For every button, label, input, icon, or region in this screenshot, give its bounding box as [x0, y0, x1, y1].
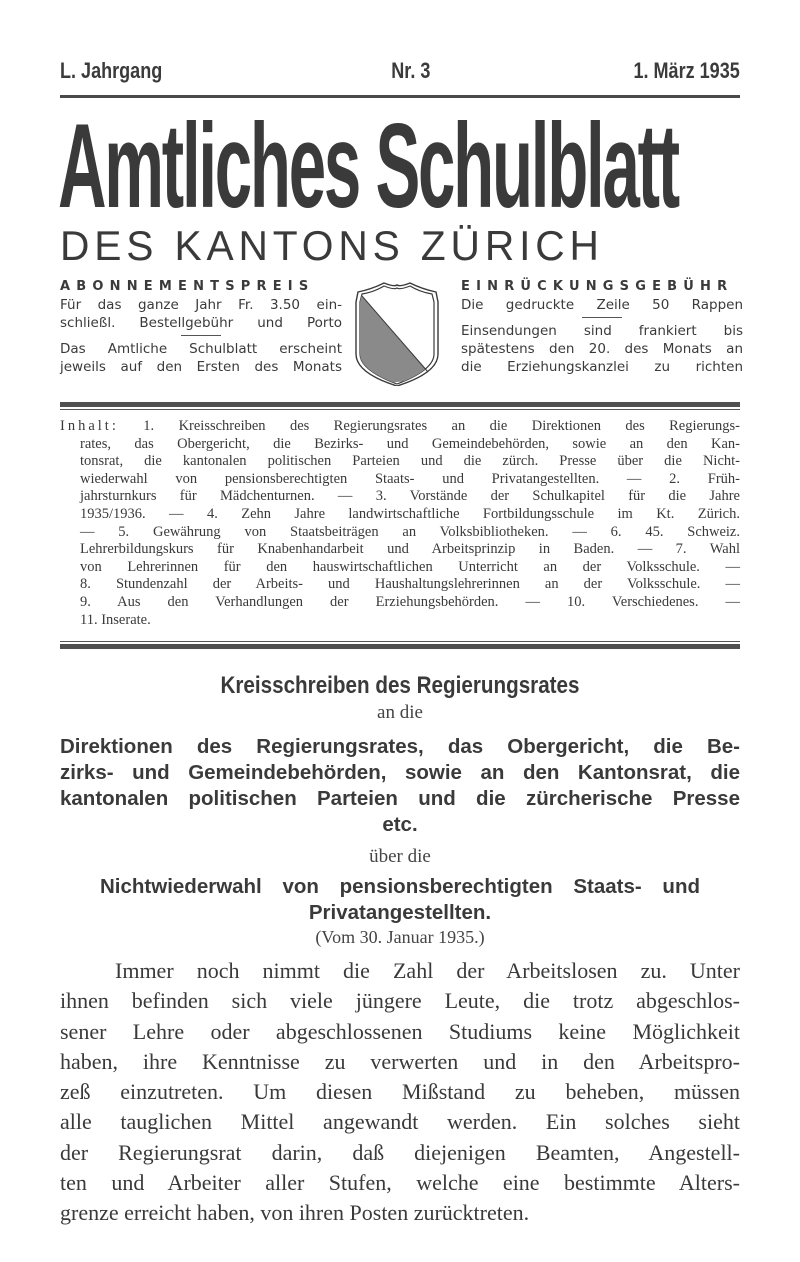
recipients-line: zirks- und Gemeindebehörden, sowie an den Kantonsrat, die [60, 761, 740, 784]
insertion-heading: EINRÜCKUNGSGEBÜHR [461, 279, 734, 294]
recipients-line: kantonalen politischen Parteien und die zürcherische Presse [60, 787, 740, 810]
recipients-line: etc. [382, 813, 418, 836]
article-body [60, 956, 740, 1229]
contents-label: Inhalt: [60, 418, 119, 434]
contents-line: von Lehrerinnen für den hauswirtschaftlichen Unterricht an der Volksschule. — [80, 558, 740, 575]
article-subject [100, 874, 700, 926]
divider [582, 317, 622, 318]
table-of-contents [60, 418, 740, 629]
contents-line: 9. Aus den Verhandlungen der Erziehungsbehörden. — 10. Verschiedenes. — [80, 593, 740, 610]
contents-line: rates, das Obergericht, die Bezirks- und Gemeindebehörden, sowie an den Kan- [80, 435, 740, 452]
body-line: Immer noch nimmt die Zahl der Arbeitslosen zu. Unter [115, 958, 740, 983]
contents-double-rule [60, 641, 740, 649]
article-date: (Vom 30. Januar 1935.) [315, 927, 485, 947]
subscription-note-line: Das Amtliche Schulblatt erscheint [60, 341, 342, 357]
body-line: ten und Arbeiter aller Stufen, welche eine bestimmte Alters- [60, 1170, 740, 1196]
recipients-line: Direktionen des Regierungsrates, das Obergericht, die Be- [60, 735, 740, 758]
insertion-note-line: Einsendungen sind frankiert bis [461, 323, 743, 339]
article-recipients [60, 734, 740, 838]
publication-subtitle: DES KANTONS ZÜRICH [60, 222, 604, 269]
issue-date: 1. März 1935 [633, 58, 740, 83]
subscription-info [60, 278, 342, 376]
zurich-coat-of-arms-icon [354, 282, 440, 386]
insertion-note-line: spätestens den 20. des Monats an [461, 341, 743, 357]
publication-title: Amtliches Schulblatt [58, 99, 678, 233]
body-line: grenze erreicht haben, von ihren Posten zurücktreten. [60, 1200, 530, 1226]
body-line: haben, ihre Kenntnisse zu verwerten und in den Arbeitspro- [60, 1048, 740, 1074]
article-about-intro: über die [369, 846, 431, 867]
body-line: sener Lehre oder abgeschlossenen Studiums keine Möglichkeit [60, 1018, 740, 1044]
body-line: alle tauglichen Mittel angewandt werden. Ein solches sieht [60, 1109, 740, 1135]
masthead-info-line [60, 58, 740, 88]
contents-line: wiederwahl von pensionsberechtigten Staats- und Privatangestellten. — 2. Früh- [80, 470, 740, 487]
subject-line: Nichtwiederwahl von pensionsberechtigten Staats- und [100, 875, 700, 898]
contents-line: 1935/1936. — 4. Zehn Jahre landwirtschaftliche Fortbildungsschule im Kt. Zürich. [80, 505, 740, 522]
contents-line: tonsrat, die kantonalen politischen Parteien und die zürch. Presse über die Nicht- [80, 453, 740, 470]
subscription-note-line: jeweils auf den Ersten des Monats [60, 359, 342, 375]
body-line: ihnen befinden sich viele jüngere Leute, die trotz abgeschlos- [60, 988, 740, 1014]
contents-line: — 5. Gewährung von Staatsbeiträgen an Volksbibliotheken. — 6. 45. Schweiz. [80, 523, 740, 540]
header-double-rule [60, 402, 740, 410]
contents-line: 8. Stundenzahl der Arbeits- und Haushaltungslehrerinnen an der Volksschule. — [80, 576, 740, 593]
body-line: zeß einzutreten. Um diesen Mißstand zu beheben, müssen [60, 1079, 740, 1105]
contents-line: Lehrerbildungskurs für Knabenhandarbeit und Arbeitsprinzip in Baden. — 7. Wahl [80, 541, 740, 558]
contents-line: 11. Inserate. [80, 611, 151, 628]
article-addressee-intro: an die [377, 702, 423, 723]
insertion-note-line: die Erziehungskanzlei zu richten [461, 359, 743, 375]
article-title: Kreisschreiben des Regierungsrates [220, 672, 580, 699]
contents-line: 1. Kreisschreiben des Regierungsrates an die Direktionen des Regierungs- [143, 418, 740, 434]
insertion-fee-info [461, 278, 743, 376]
contents-line: jahrsturnkurs für Mädchenturnen. — 3. Vorstände der Schulkapitel für die Jahre [80, 488, 740, 505]
volume-label: L. Jahrgang [60, 58, 163, 83]
subscription-line: schließl. Bestellgebühr und Porto [60, 315, 342, 331]
subscription-line: Für das ganze Jahr Fr. 3.50 ein- [60, 297, 342, 313]
issue-number: Nr. 3 [391, 58, 431, 83]
body-line: der Regierungsrat darin, daß diejenigen Beamten, Angestell- [60, 1139, 740, 1165]
subscription-heading: ABONNEMENTSPREIS [60, 279, 315, 294]
insertion-line: Die gedruckte Zeile 50 Rappen [461, 297, 743, 313]
divider [181, 335, 221, 336]
subject-line: Privatangestellten. [308, 901, 492, 924]
